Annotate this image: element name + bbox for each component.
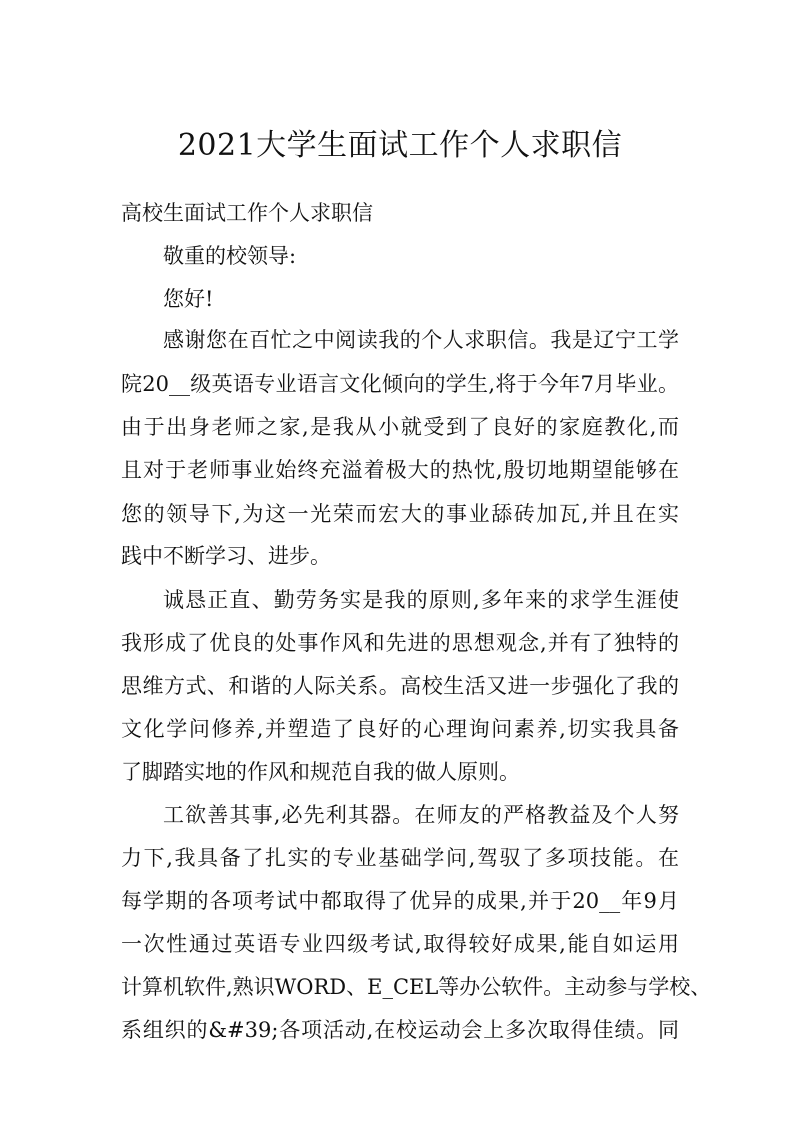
paragraph-line: 工欲善其事,必先利其器。在师友的严格教益及个人努 (163, 803, 679, 827)
paragraph-line: 文化学问修养,并塑造了良好的心理询问素养,切实我具备 (121, 717, 679, 741)
paragraph-line: 思维方式、和谐的人际关系。高校生活又进一步强化了我的 (121, 674, 679, 698)
paragraph-line: 院20__级英语专业语言文化倾向的学生,将于今年7月毕业。 (121, 372, 679, 396)
paragraph-line: 了脚踏实地的作风和规范自我的做人原则。 (121, 760, 520, 784)
paragraph-line: 由于出身老师之家,是我从小就受到了良好的家庭教化,而 (121, 415, 679, 439)
paragraph-line: 系组织的&#39;各项活动,在校运动会上多次取得佳绩。同 (121, 1018, 679, 1042)
paragraph-line: 一次性通过英语专业四级考试,取得较好成果,能自如运用 (121, 932, 679, 956)
paragraph-line: 计算机软件,熟识WORD、E_CEL等办公软件。主动参与学校、 (121, 975, 712, 999)
paragraph-line: 且对于老师事业始终充溢着极大的热忱,殷切地期望能够在 (121, 458, 679, 482)
paragraph-line: 您的领导下,为这一光荣而宏大的事业舔砖加瓦,并且在实 (121, 502, 679, 526)
paragraph-line: 我形成了优良的处事作风和先进的思想观念,并有了独特的 (121, 631, 679, 655)
greeting: 您好! (163, 287, 214, 311)
paragraph-line: 力下,我具备了扎实的专业基础学问,驾驭了多项技能。在 (121, 846, 679, 870)
paragraph-line: 每学期的各项考试中都取得了优异的成果,并于20__年9月 (121, 889, 679, 913)
paragraph-line: 诚恳正直、勤劳务实是我的原则,多年来的求学生涯使 (163, 588, 679, 612)
salutation: 敬重的校领导: (163, 244, 297, 268)
document-title: 2021大学生面试工作个人求职信 (177, 128, 623, 163)
paragraph-line: 践中不断学习、进步。 (121, 544, 331, 568)
paragraph-line: 感谢您在百忙之中阅读我的个人求职信。我是辽宁工学 (163, 328, 679, 352)
document-subtitle: 高校生面试工作个人求职信 (121, 201, 373, 225)
